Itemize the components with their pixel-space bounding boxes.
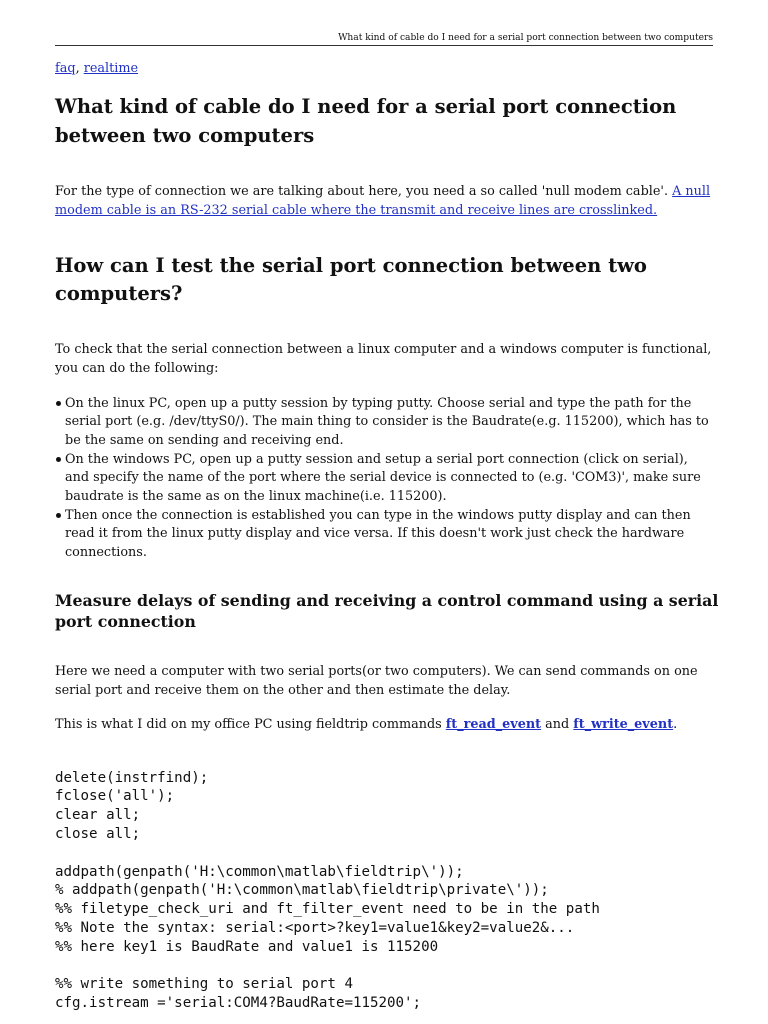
- tag-link-faq[interactable]: faq: [55, 60, 76, 76]
- intro-text: For the type of connection we are talking about here, you need a so called 'null modem cable'.: [55, 183, 673, 199]
- code-block: delete(instrfind); fclose('all'); clear all; close all; addpath(genpath('H:\common\matlab\fieldtrip\')); % addpath(genpath('H:\common\matlab\fieldtrip\private\')); %% filetype_check_uri and ft_filter_event need to be in the path %% Note the syntax: serial:<port>?key1=value1&key2=value2&... %% here key1 is BaudRate and value1 is 115200 %% write something to serial port 4 cfg.istream ='serial:COM4?BaudRate=115200';: [55, 769, 600, 1012]
- null-modem-link[interactable]: A null: [672, 183, 711, 199]
- section-heading-test-connection: [55, 252, 647, 308]
- page-title-line: between two computers: [55, 123, 315, 147]
- list-item: [55, 395, 709, 451]
- list-item-line: connections.: [65, 544, 147, 560]
- list-item-line: serial port (e.g. /dev/ttyS0/). The main thing to consider is the Baudrate(e.g. 115200), which has to: [65, 414, 709, 430]
- paragraph-line: To check that the serial connection between a linux computer and a windows computer is functional,: [55, 341, 712, 357]
- header-rule: [55, 45, 713, 46]
- commands-paragraph: [55, 715, 677, 734]
- ft-write-event-link[interactable]: ft_write_event: [573, 716, 674, 732]
- commands-conjunction: and: [541, 716, 574, 732]
- intro-paragraph: [55, 182, 710, 220]
- delay-paragraph: [55, 662, 698, 700]
- bullet-icon: [56, 401, 61, 406]
- tag-list: [55, 59, 138, 78]
- page-title-line: What kind of cable do I need for a serial port connection: [55, 94, 677, 118]
- list-item-line: On the linux PC, open up a putty session by typing putty. Choose serial and type the path for the: [65, 395, 692, 411]
- section-heading-line: How can I test the serial port connection between two: [55, 254, 647, 277]
- list-item-line: On the windows PC, open up a putty session and setup a serial port connection (click on serial),: [65, 451, 688, 467]
- list-item: [55, 451, 709, 507]
- bullet-icon: [56, 513, 61, 518]
- ft-read-event-link[interactable]: ft_read_event: [445, 716, 542, 732]
- tag-link-realtime[interactable]: realtime: [83, 60, 139, 76]
- running-header: What kind of cable do I need for a serial port connection between two computers: [338, 33, 713, 43]
- bullet-icon: [56, 457, 61, 462]
- paragraph-line: [55, 715, 677, 734]
- list-item-line: read it from the linux putty display and vice versa. If this doesn't work just check the hardware: [65, 526, 685, 542]
- test-intro-paragraph: [55, 340, 711, 378]
- list-item-line: baudrate is the same as on the linux machine(i.e. 115200).: [65, 488, 447, 504]
- section-heading-measure-delays: [55, 590, 718, 632]
- null-modem-link[interactable]: modem cable is an RS-232 serial cable where the transmit and receive lines are crosslinked.: [55, 202, 658, 218]
- section-heading-line: computers?: [55, 282, 183, 305]
- paragraph-line: serial port and receive them on the other and then estimate the delay.: [55, 682, 511, 698]
- section-heading-line: port connection: [55, 611, 196, 631]
- intro-line: [55, 201, 710, 220]
- commands-text: This is what I did on my office PC using fieldtrip commands: [55, 716, 446, 732]
- section-heading-line: Measure delays of sending and receiving a control command using a serial: [55, 590, 719, 610]
- list-item-line: Then once the connection is established you can type in the windows putty display and can then: [65, 507, 691, 523]
- tag-line: [55, 59, 138, 78]
- intro-line: [55, 182, 710, 201]
- paragraph-line: Here we need a computer with two serial ports(or two computers). We can send commands on one: [55, 663, 698, 679]
- page-title: [55, 92, 676, 150]
- list-item-line: be the same on sending and receiving end.: [65, 433, 344, 448]
- list-item: [55, 507, 709, 563]
- test-steps-list: [55, 395, 709, 563]
- commands-suffix: .: [673, 716, 678, 732]
- paragraph-line: you can do the following:: [55, 360, 219, 376]
- list-item-line: and specify the name of the port where the serial device is connected to (e.g. 'COM3)', make sure: [65, 470, 701, 486]
- tag-separator: ,: [75, 60, 84, 76]
